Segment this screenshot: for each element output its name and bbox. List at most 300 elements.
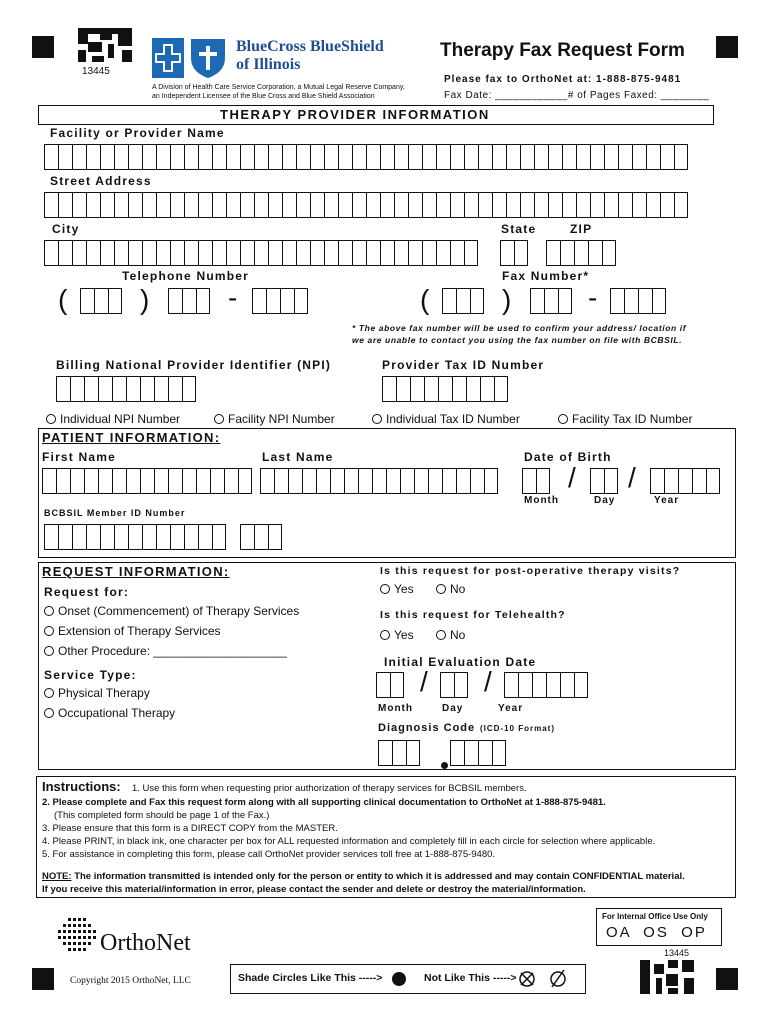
char-box[interactable] (184, 192, 198, 218)
char-box[interactable] (184, 240, 198, 266)
char-box[interactable] (590, 192, 604, 218)
char-box[interactable] (212, 144, 226, 170)
orthonet-dot-logo-icon (58, 914, 98, 958)
diagnosis-code-boxes-a[interactable] (378, 740, 420, 766)
char-box[interactable] (282, 144, 296, 170)
street-label: Street Address (50, 174, 152, 188)
char-box[interactable] (632, 192, 646, 218)
char-box[interactable] (114, 192, 128, 218)
phone-line-boxes[interactable] (252, 288, 308, 314)
char-box[interactable] (478, 144, 492, 170)
char-box[interactable] (72, 192, 86, 218)
char-box[interactable] (534, 192, 548, 218)
char-box[interactable] (450, 144, 464, 170)
char-box[interactable] (440, 672, 454, 698)
char-box[interactable] (624, 288, 638, 314)
eval-day-label: Day (442, 703, 464, 714)
dob-day-boxes[interactable] (590, 468, 618, 494)
char-box[interactable] (664, 468, 678, 494)
char-box[interactable] (428, 468, 442, 494)
telehealth-yes-option[interactable] (380, 628, 414, 642)
char-box[interactable] (544, 288, 558, 314)
char-box[interactable] (212, 524, 226, 550)
char-box[interactable] (310, 144, 324, 170)
street-address-boxes[interactable] (44, 192, 688, 218)
not-like-text: Not Like This -----> (424, 972, 517, 984)
last-name-boxes[interactable] (260, 468, 498, 494)
tax-id-boxes[interactable] (382, 376, 508, 402)
char-box[interactable] (358, 468, 372, 494)
char-box[interactable] (494, 376, 508, 402)
char-box[interactable] (548, 144, 562, 170)
char-box[interactable] (560, 672, 574, 698)
char-box[interactable] (240, 240, 254, 266)
char-box[interactable] (480, 376, 494, 402)
char-box[interactable] (382, 376, 396, 402)
char-box[interactable] (156, 192, 170, 218)
telehealth-no-option[interactable] (436, 628, 465, 642)
char-box[interactable] (534, 144, 548, 170)
char-box[interactable] (128, 524, 142, 550)
postop-no-option[interactable] (436, 582, 465, 596)
char-box[interactable] (114, 144, 128, 170)
char-box[interactable] (84, 468, 98, 494)
char-box[interactable] (442, 468, 456, 494)
dob-year-boxes[interactable] (650, 468, 720, 494)
phone-area-boxes[interactable] (80, 288, 122, 314)
char-box[interactable] (466, 376, 480, 402)
char-box[interactable] (376, 672, 390, 698)
member-id-label: BCBSIL Member ID Number (44, 508, 186, 518)
char-box[interactable] (156, 240, 170, 266)
char-box[interactable] (252, 288, 266, 314)
char-box[interactable] (638, 288, 652, 314)
char-box[interactable] (86, 192, 100, 218)
char-box[interactable] (98, 468, 112, 494)
char-box[interactable] (464, 740, 478, 766)
char-box[interactable] (212, 240, 226, 266)
other-procedure-option[interactable] (44, 644, 287, 658)
char-box[interactable] (660, 144, 674, 170)
char-box[interactable] (254, 524, 268, 550)
char-box[interactable] (100, 524, 114, 550)
char-box[interactable] (170, 524, 184, 550)
zip-boxes[interactable] (546, 240, 616, 266)
char-box[interactable] (576, 144, 590, 170)
char-box[interactable] (660, 192, 674, 218)
char-box[interactable] (610, 288, 624, 314)
char-box[interactable] (442, 288, 456, 314)
option-label: Onset (Commencement) of Therapy Services (58, 604, 300, 618)
char-box[interactable] (560, 240, 574, 266)
char-box[interactable] (142, 524, 156, 550)
facility-name-boxes[interactable] (44, 144, 688, 170)
char-box[interactable] (58, 240, 72, 266)
char-box[interactable] (72, 240, 86, 266)
char-box[interactable] (140, 376, 154, 402)
city-boxes[interactable] (44, 240, 478, 266)
char-box[interactable] (80, 288, 94, 314)
char-box[interactable] (100, 144, 114, 170)
individual-taxid-option[interactable] (372, 412, 520, 426)
char-box[interactable] (100, 240, 114, 266)
char-box[interactable] (142, 192, 156, 218)
char-box[interactable] (156, 144, 170, 170)
char-box[interactable] (184, 524, 198, 550)
char-box[interactable] (506, 144, 520, 170)
char-box[interactable] (394, 144, 408, 170)
char-box[interactable] (86, 240, 100, 266)
char-box[interactable] (590, 144, 604, 170)
char-box[interactable] (532, 672, 546, 698)
char-box[interactable] (590, 468, 604, 494)
char-box[interactable] (650, 468, 664, 494)
char-box[interactable] (224, 468, 238, 494)
radio-circle-icon (46, 414, 56, 424)
char-box[interactable] (238, 468, 252, 494)
char-box[interactable] (414, 468, 428, 494)
char-box[interactable] (546, 240, 560, 266)
char-box[interactable] (126, 468, 140, 494)
char-box[interactable] (408, 192, 422, 218)
char-box[interactable] (562, 144, 576, 170)
char-box[interactable] (386, 468, 400, 494)
char-box[interactable] (504, 672, 518, 698)
facility-taxid-option[interactable] (558, 412, 692, 426)
individual-npi-option[interactable] (46, 412, 180, 426)
char-box[interactable] (226, 192, 240, 218)
char-box[interactable] (618, 144, 632, 170)
char-box[interactable] (84, 376, 98, 402)
char-box[interactable] (546, 672, 560, 698)
char-box[interactable] (422, 192, 436, 218)
physical-therapy-option[interactable] (44, 686, 150, 700)
char-box[interactable] (324, 192, 338, 218)
char-box[interactable] (302, 468, 316, 494)
char-box[interactable] (168, 288, 182, 314)
char-box[interactable] (254, 144, 268, 170)
char-box[interactable] (530, 288, 544, 314)
char-box[interactable] (352, 192, 366, 218)
char-box[interactable] (212, 192, 226, 218)
char-box[interactable] (182, 468, 196, 494)
char-box[interactable] (274, 468, 288, 494)
instruction-item-4: 4. Please PRINT, in black ink, one character per box for ALL requested information and completely fill in each circle for selection where applicable. (42, 836, 656, 847)
char-box[interactable] (378, 740, 392, 766)
char-box[interactable] (352, 144, 366, 170)
char-box[interactable] (456, 288, 470, 314)
diagnosis-code-boxes-b[interactable] (450, 740, 506, 766)
char-box[interactable] (254, 192, 268, 218)
char-box[interactable] (422, 240, 436, 266)
fax-prefix-boxes[interactable] (530, 288, 572, 314)
char-box[interactable] (142, 240, 156, 266)
char-box[interactable] (436, 192, 450, 218)
char-box[interactable] (574, 240, 588, 266)
char-box[interactable] (436, 144, 450, 170)
char-box[interactable] (196, 288, 210, 314)
char-box[interactable] (562, 192, 576, 218)
char-box[interactable] (310, 240, 324, 266)
logo-dot (68, 930, 71, 933)
char-box[interactable] (56, 376, 70, 402)
char-box[interactable] (154, 376, 168, 402)
char-box[interactable] (678, 468, 692, 494)
char-box[interactable] (330, 468, 344, 494)
char-box[interactable] (70, 376, 84, 402)
char-box[interactable] (310, 192, 324, 218)
char-box[interactable] (674, 192, 688, 218)
char-box[interactable] (396, 376, 410, 402)
char-box[interactable] (324, 240, 338, 266)
char-box[interactable] (140, 468, 154, 494)
char-box[interactable] (536, 468, 550, 494)
extension-option[interactable] (44, 624, 221, 638)
char-box[interactable] (226, 240, 240, 266)
char-box[interactable] (268, 192, 282, 218)
char-box[interactable] (470, 468, 484, 494)
char-box[interactable] (344, 468, 358, 494)
char-box[interactable] (86, 144, 100, 170)
char-box[interactable] (574, 672, 588, 698)
char-box[interactable] (240, 524, 254, 550)
first-name-boxes[interactable] (42, 468, 252, 494)
char-box[interactable] (454, 672, 468, 698)
fax-line-boxes[interactable] (610, 288, 666, 314)
char-box[interactable] (268, 144, 282, 170)
char-box[interactable] (470, 288, 484, 314)
char-box[interactable] (406, 740, 420, 766)
char-box[interactable] (170, 144, 184, 170)
disclaimer-line1: A Division of Health Care Service Corporation, a Mutual Legal Reserve Company, (152, 84, 405, 91)
char-box[interactable] (422, 144, 436, 170)
char-box[interactable] (522, 468, 536, 494)
char-box[interactable] (170, 192, 184, 218)
char-box[interactable] (674, 144, 688, 170)
char-box[interactable] (492, 144, 506, 170)
eval-day-boxes[interactable] (440, 672, 468, 698)
char-box[interactable] (436, 240, 450, 266)
char-box[interactable] (196, 468, 210, 494)
char-box[interactable] (182, 376, 196, 402)
char-box[interactable] (492, 740, 506, 766)
char-box[interactable] (254, 240, 268, 266)
char-box[interactable] (514, 240, 528, 266)
char-box[interactable] (366, 192, 380, 218)
char-box[interactable] (86, 524, 100, 550)
char-box[interactable] (94, 288, 108, 314)
logo-dot (83, 930, 86, 933)
char-box[interactable] (500, 240, 514, 266)
char-box[interactable] (260, 468, 274, 494)
char-box[interactable] (128, 240, 142, 266)
char-box[interactable] (198, 144, 212, 170)
char-box[interactable] (380, 240, 394, 266)
char-box[interactable] (518, 672, 532, 698)
char-box[interactable] (394, 192, 408, 218)
char-box[interactable] (156, 524, 170, 550)
char-box[interactable] (380, 144, 394, 170)
char-box[interactable] (408, 240, 422, 266)
state-boxes[interactable] (500, 240, 528, 266)
note-text: The information transmitted is intended only for the person or entity to which it is addressed and may contain CONFIDENTIAL material. (74, 871, 685, 882)
char-box[interactable] (58, 192, 72, 218)
char-box[interactable] (56, 468, 70, 494)
char-box[interactable] (492, 192, 506, 218)
char-box[interactable] (282, 192, 296, 218)
fax-area-boxes[interactable] (442, 288, 484, 314)
form-title: Therapy Fax Request Form (440, 40, 685, 61)
char-box[interactable] (450, 740, 464, 766)
char-box[interactable] (390, 672, 404, 698)
member-suffix-boxes[interactable] (240, 524, 282, 550)
char-box[interactable] (520, 192, 534, 218)
char-box[interactable] (58, 144, 72, 170)
char-box[interactable] (558, 288, 572, 314)
char-box[interactable] (464, 192, 478, 218)
char-box[interactable] (452, 376, 466, 402)
eval-month-boxes[interactable] (376, 672, 404, 698)
char-box[interactable] (226, 144, 240, 170)
char-box[interactable] (400, 468, 414, 494)
char-box[interactable] (316, 468, 330, 494)
char-box[interactable] (408, 144, 422, 170)
logo-dot (88, 924, 91, 927)
member-id-boxes[interactable] (44, 524, 226, 550)
char-box[interactable] (484, 468, 498, 494)
char-box[interactable] (112, 468, 126, 494)
char-box[interactable] (602, 240, 616, 266)
char-box[interactable] (154, 468, 168, 494)
char-box[interactable] (126, 376, 140, 402)
char-box[interactable] (338, 144, 352, 170)
char-box[interactable] (168, 376, 182, 402)
char-box[interactable] (266, 288, 280, 314)
char-box[interactable] (42, 468, 56, 494)
char-box[interactable] (392, 740, 406, 766)
char-box[interactable] (588, 240, 602, 266)
fax-to-line: Please fax to OrthoNet at: 1-888-875-9481 (444, 74, 682, 85)
char-box[interactable] (506, 192, 520, 218)
char-box[interactable] (618, 192, 632, 218)
char-box[interactable] (210, 468, 224, 494)
eval-year-boxes[interactable] (504, 672, 588, 698)
char-box[interactable] (114, 524, 128, 550)
char-box[interactable] (338, 192, 352, 218)
char-box[interactable] (268, 524, 282, 550)
char-box[interactable] (280, 288, 294, 314)
char-box[interactable] (288, 468, 302, 494)
char-box[interactable] (72, 524, 86, 550)
char-box[interactable] (692, 468, 706, 494)
char-box[interactable] (182, 288, 196, 314)
char-box[interactable] (464, 144, 478, 170)
char-box[interactable] (438, 376, 452, 402)
char-box[interactable] (646, 144, 660, 170)
char-box[interactable] (128, 144, 142, 170)
char-box[interactable] (108, 288, 122, 314)
char-box[interactable] (58, 524, 72, 550)
char-box[interactable] (100, 192, 114, 218)
char-box[interactable] (240, 144, 254, 170)
char-box[interactable] (380, 192, 394, 218)
postop-yes-option[interactable] (380, 582, 414, 596)
char-box[interactable] (338, 240, 352, 266)
char-box[interactable] (268, 240, 282, 266)
char-box[interactable] (114, 240, 128, 266)
occupational-therapy-option[interactable] (44, 706, 175, 720)
char-box[interactable] (128, 192, 142, 218)
char-box[interactable] (198, 192, 212, 218)
char-box[interactable] (410, 376, 424, 402)
char-box[interactable] (424, 376, 438, 402)
char-box[interactable] (576, 192, 590, 218)
char-box[interactable] (112, 376, 126, 402)
char-box[interactable] (198, 240, 212, 266)
char-box[interactable] (478, 192, 492, 218)
logo-dot (68, 936, 71, 939)
char-box[interactable] (456, 468, 470, 494)
char-box[interactable] (604, 468, 618, 494)
char-box[interactable] (72, 144, 86, 170)
char-box[interactable] (168, 468, 182, 494)
char-box[interactable] (604, 192, 618, 218)
char-box[interactable] (44, 524, 58, 550)
char-box[interactable] (520, 144, 534, 170)
char-box[interactable] (184, 144, 198, 170)
char-box[interactable] (372, 468, 386, 494)
char-box[interactable] (44, 240, 58, 266)
dob-month-boxes[interactable] (522, 468, 550, 494)
logo-dot (78, 936, 81, 939)
char-box[interactable] (352, 240, 366, 266)
char-box[interactable] (604, 144, 618, 170)
char-box[interactable] (324, 144, 338, 170)
office-codes[interactable]: OA OS OP (606, 924, 707, 941)
char-box[interactable] (296, 144, 310, 170)
char-box[interactable] (170, 240, 184, 266)
phone-prefix-boxes[interactable] (168, 288, 210, 314)
char-box[interactable] (478, 740, 492, 766)
char-box[interactable] (548, 192, 562, 218)
npi-boxes[interactable] (56, 376, 196, 402)
char-box[interactable] (44, 144, 58, 170)
char-box[interactable] (296, 240, 310, 266)
char-box[interactable] (70, 468, 84, 494)
onset-option[interactable] (44, 604, 299, 618)
char-box[interactable] (366, 144, 380, 170)
char-box[interactable] (646, 192, 660, 218)
char-box[interactable] (296, 192, 310, 218)
char-box[interactable] (240, 192, 254, 218)
char-box[interactable] (282, 240, 296, 266)
char-box[interactable] (198, 524, 212, 550)
char-box[interactable] (464, 240, 478, 266)
char-box[interactable] (366, 240, 380, 266)
char-box[interactable] (394, 240, 408, 266)
char-box[interactable] (142, 144, 156, 170)
logo-sub: of Illinois (236, 56, 301, 73)
char-box[interactable] (652, 288, 666, 314)
char-box[interactable] (632, 144, 646, 170)
char-box[interactable] (294, 288, 308, 314)
char-box[interactable] (98, 376, 112, 402)
char-box[interactable] (450, 240, 464, 266)
char-box[interactable] (450, 192, 464, 218)
facility-npi-option[interactable] (214, 412, 335, 426)
char-box[interactable] (44, 192, 58, 218)
char-box[interactable] (706, 468, 720, 494)
